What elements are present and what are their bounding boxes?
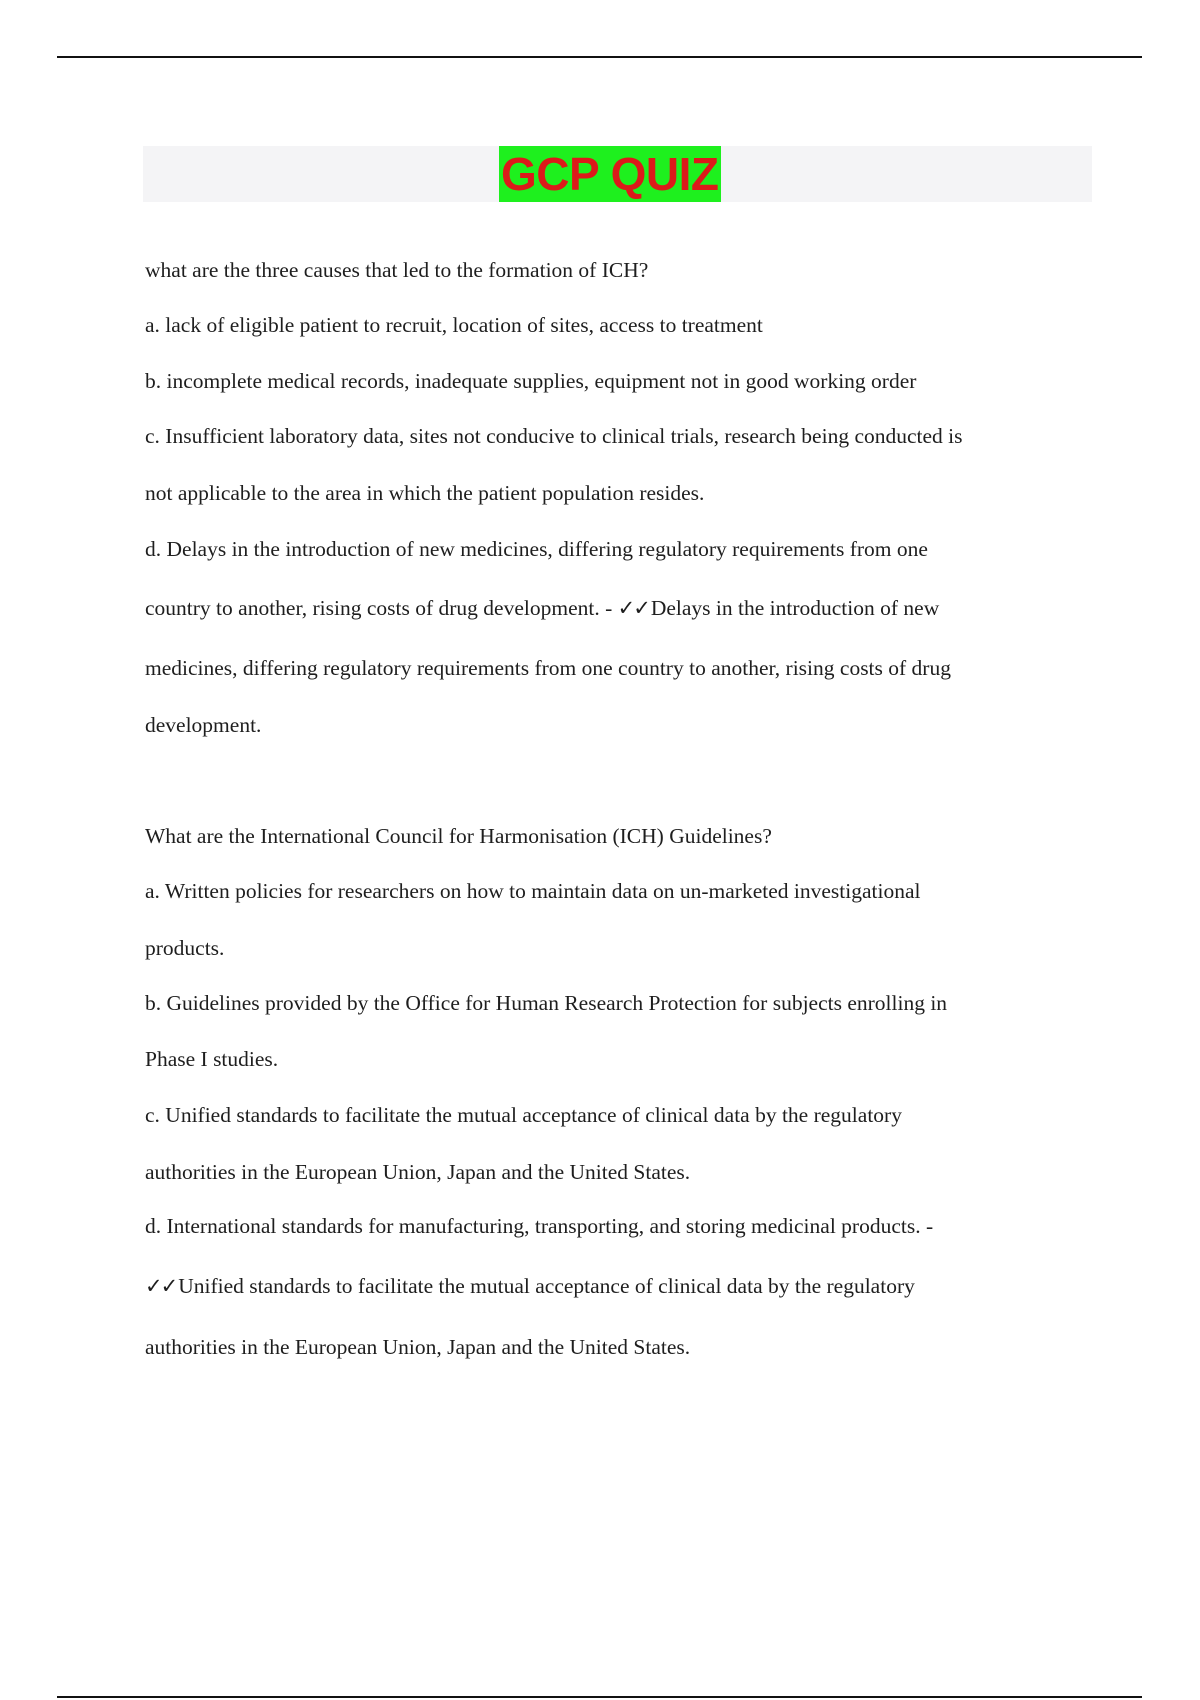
q2-option-b-line2: Phase I studies.: [145, 1047, 279, 1071]
q1-option-c-line2: not applicable to the area in which the patient population resides.: [145, 481, 705, 505]
bottom-rule: [57, 1696, 1142, 1698]
q1-option-a: a. lack of eligible patient to recruit, location of sites, access to treatment: [145, 313, 763, 337]
q2-option-b-line1: b. Guidelines provided by the Office for Human Research Protection for subjects enrolling in: [145, 991, 948, 1015]
q2-option-a-line2: products.: [145, 936, 225, 960]
double-check-icon: ✓✓: [617, 596, 649, 620]
q1-answer-line2: medicines, differing regulatory requirements from one country to another, rising costs of drug: [145, 656, 951, 680]
q2-option-c-line2: authorities in the European Union, Japan and the United States.: [145, 1160, 691, 1184]
q2-answer-line2: authorities in the European Union, Japan and the United States.: [145, 1335, 691, 1359]
q1-option-d-line2-with-answer: [145, 595, 939, 621]
q1-question: what are the three causes that led to the formation of ICH?: [145, 258, 649, 282]
q1-option-c-line1: c. Insufficient laboratory data, sites not conducive to clinical trials, research being conducted is: [145, 424, 963, 448]
q2-option-d-line1: d. International standards for manufacturing, transporting, and storing medicinal products. -: [145, 1214, 934, 1238]
q1-answer-line1: Delays in the introduction of new: [650, 596, 940, 620]
q2-option-c-line1: c. Unified standards to facilitate the mutual acceptance of clinical data by the regulatory: [145, 1103, 902, 1127]
q2-question: What are the International Council for Harmonisation (ICH) Guidelines?: [145, 824, 772, 848]
q1-answer-line3: development.: [145, 713, 262, 737]
page-title: GCP QUIZ: [501, 148, 719, 200]
q2-answer-line1: Unified standards to facilitate the mutual acceptance of clinical data by the regulatory: [178, 1274, 915, 1298]
q2-option-a-line1: a. Written policies for researchers on how to maintain data on un-marketed investigational: [145, 879, 921, 903]
q1-option-b: b. incomplete medical records, inadequate supplies, equipment not in good working order: [145, 369, 917, 393]
q2-answer-line1-row: [145, 1273, 915, 1299]
top-rule: [57, 56, 1142, 58]
q1-option-d-line2: country to another, rising costs of drug development. -: [145, 596, 613, 620]
q1-option-d-line1: d. Delays in the introduction of new medicines, differing regulatory requirements from one: [145, 537, 928, 561]
double-check-icon: ✓✓: [145, 1274, 177, 1298]
